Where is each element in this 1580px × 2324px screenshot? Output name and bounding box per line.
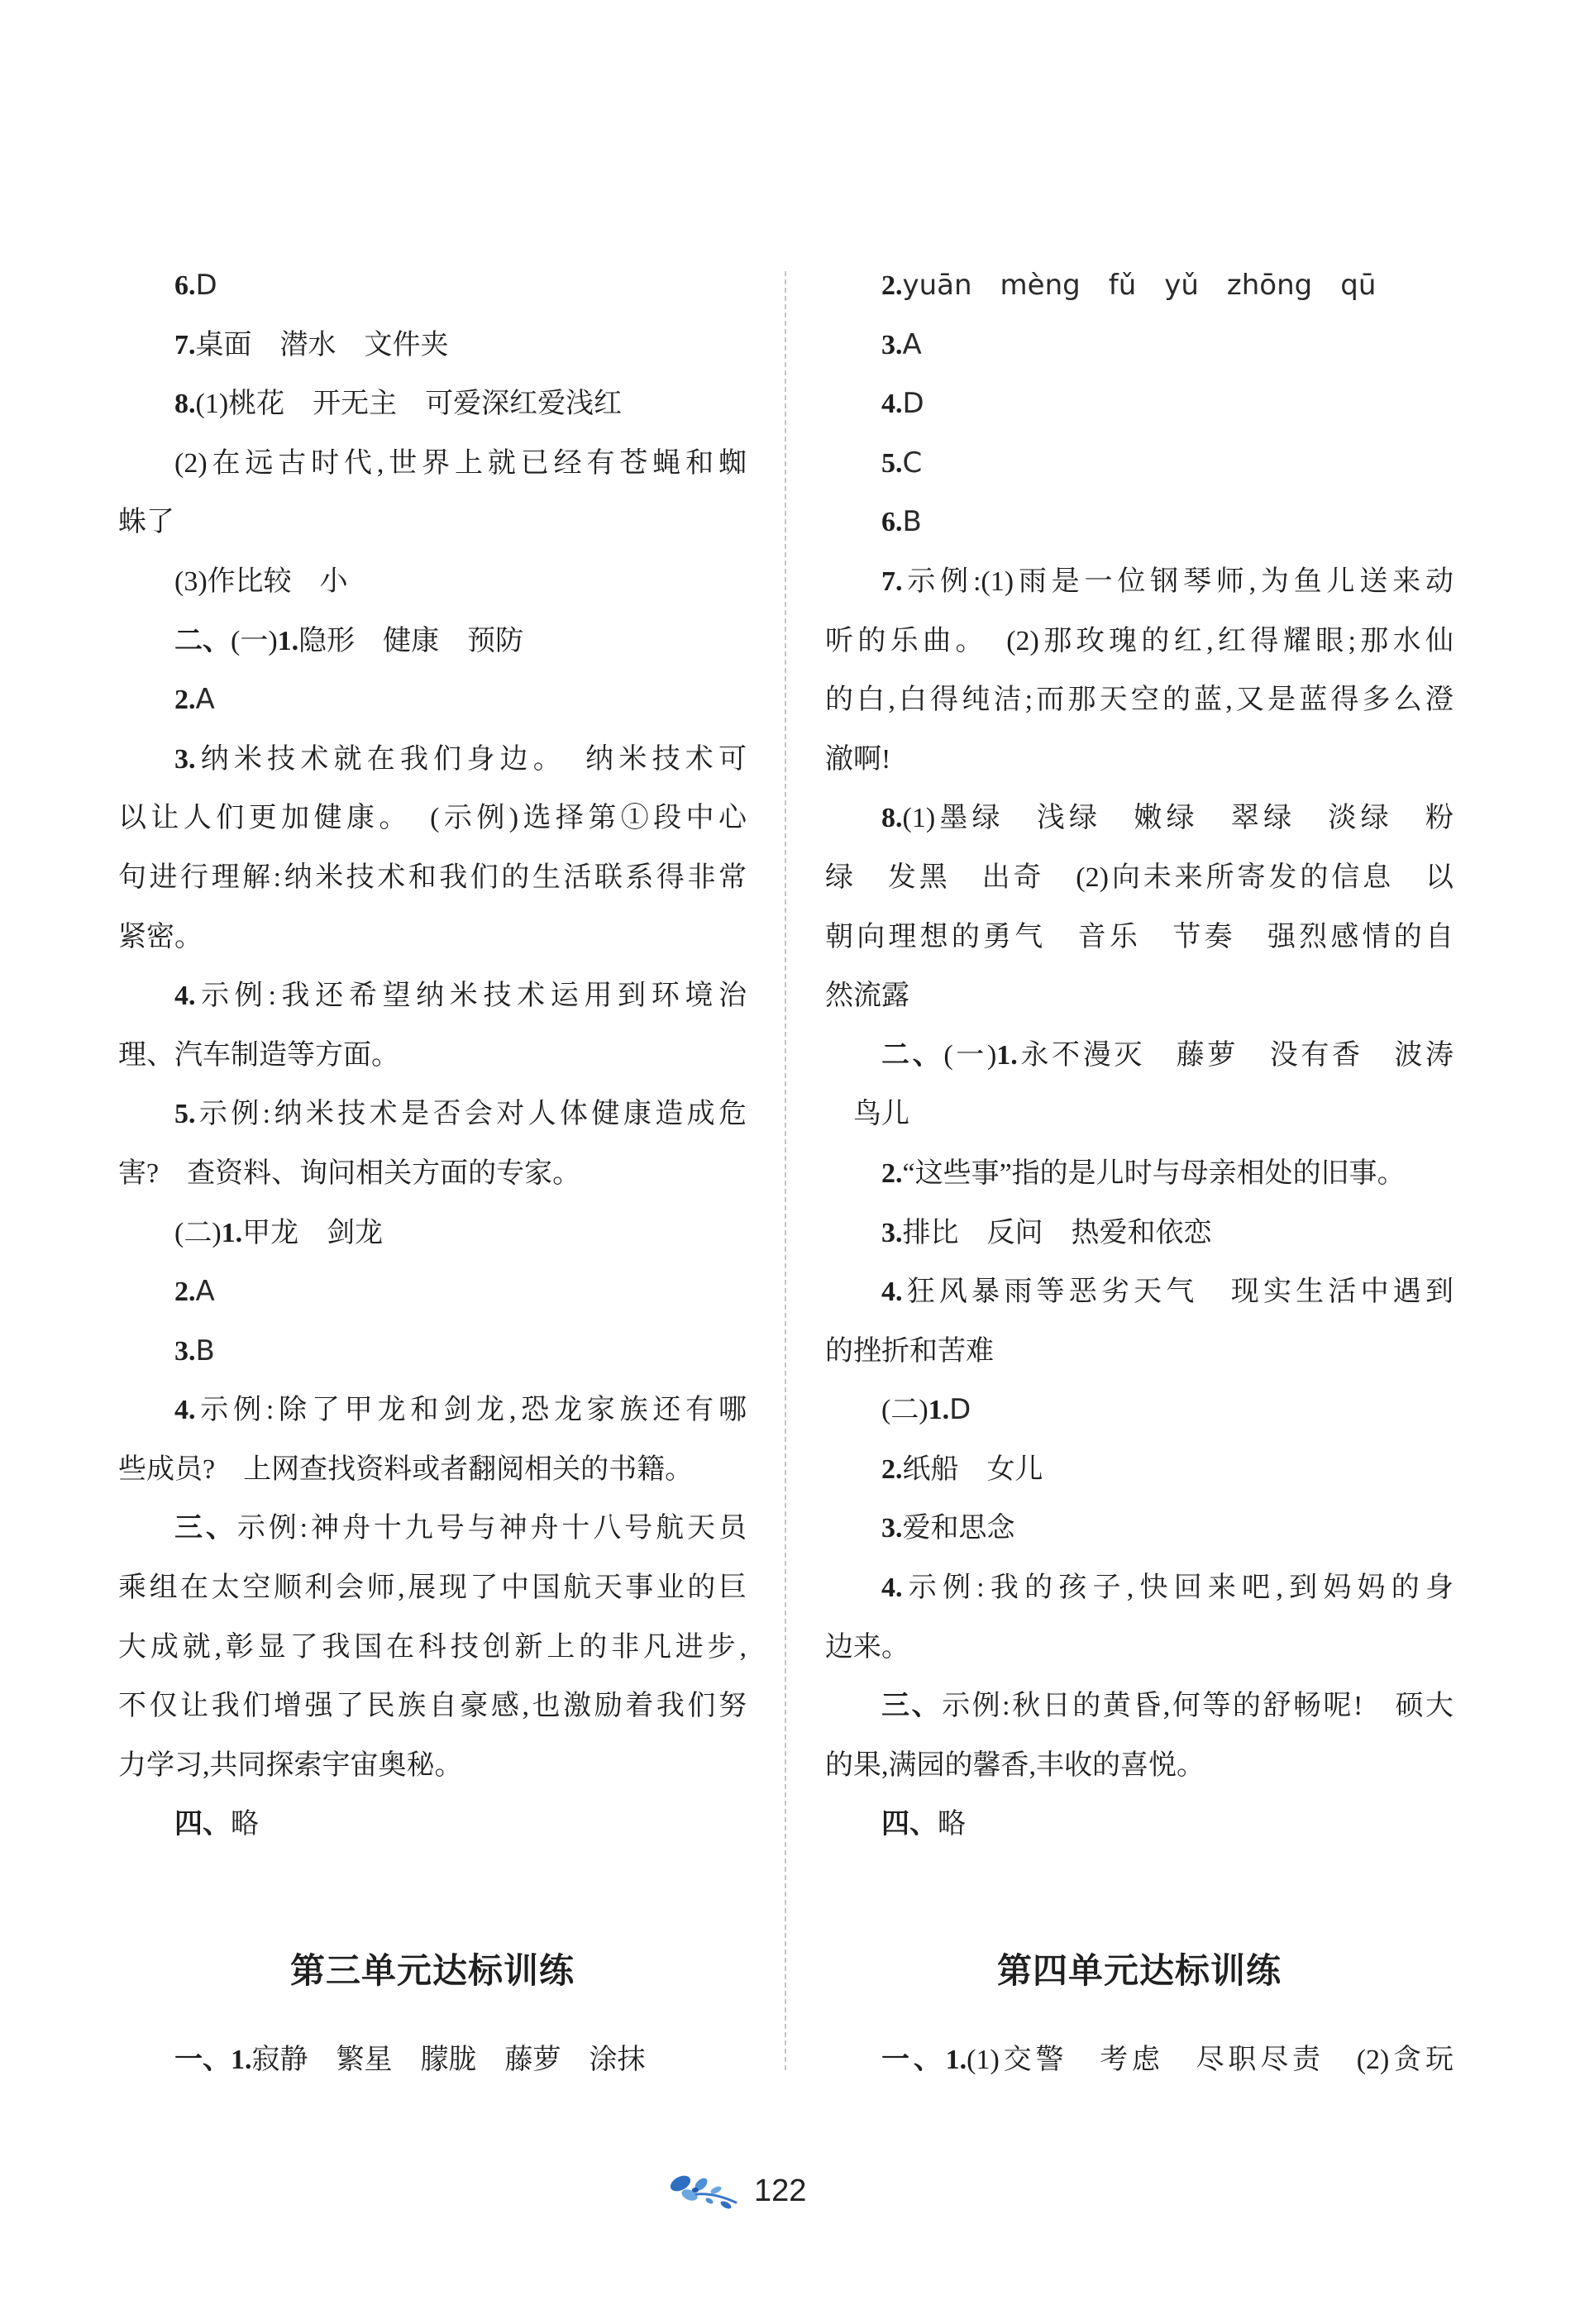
- answer-line: [825, 1204, 1454, 1263]
- answer-text: 示例:秋日的黄昏,何等的舒畅呢! 硕大: [942, 1691, 1454, 1722]
- answer-line: [825, 1262, 1454, 1322]
- answer-text: 纸船 女儿: [902, 1453, 1043, 1485]
- answer-line: [118, 1677, 747, 1736]
- answer-line: [825, 1558, 1454, 1618]
- answer-text: 排比 反问 热爱和依恋: [902, 1217, 1212, 1248]
- answer-line: [118, 1440, 747, 1500]
- answer-line: [825, 966, 1454, 1026]
- answer-line: [118, 1795, 747, 1854]
- subsection-number: (二): [881, 1395, 928, 1426]
- answer-line: [825, 1144, 1454, 1204]
- answer-text: 大成就,彰显了我国在科技创新上的非凡进步,: [118, 1631, 747, 1663]
- answer-text: 寂静 繁星 朦胧 藤萝 涂抹: [251, 2045, 646, 2075]
- answer-text: 示例:我的孩子,快回来吧,到妈妈的身: [902, 1572, 1454, 1604]
- answer-line: [825, 789, 1454, 848]
- question-number: 3.: [881, 1513, 903, 1544]
- answer-line: [825, 612, 1454, 671]
- answer-text: 乘组在太空顺利会师,展现了中国航天事业的巨: [118, 1572, 747, 1604]
- question-number: 3.: [174, 743, 196, 775]
- answer-text: 永不漫灭 藤萝 没有香 波涛: [1017, 1039, 1454, 1071]
- answer-text: 绿 发黑 出奇 (2)向未来所寄发的信息 以: [825, 861, 1454, 893]
- answer-text: 的挫折和苦难: [825, 1335, 994, 1367]
- answer-text: D: [195, 269, 217, 302]
- answer-line: [825, 1381, 1454, 1440]
- subsection-number: (一): [943, 1039, 997, 1071]
- question-number: 6.: [881, 507, 903, 538]
- answer-line: [825, 1026, 1454, 1086]
- subsection-number: (二): [174, 1217, 222, 1248]
- question-number: 7.: [174, 329, 196, 360]
- answer-text: A: [902, 327, 922, 361]
- answer-line: [825, 730, 1454, 790]
- question-number: 5.: [174, 1099, 196, 1130]
- question-number: 2.: [881, 270, 903, 301]
- answer-line: [825, 1677, 1454, 1736]
- question-number: 1.: [231, 2045, 252, 2075]
- flower-ornament-icon: [668, 2169, 741, 2212]
- question-number: 4.: [174, 1395, 196, 1426]
- answer-text: D: [949, 1393, 971, 1427]
- answer-line: [825, 434, 1454, 494]
- unit-heading: 第三单元达标训练: [289, 1953, 575, 1991]
- section-number: 一、: [174, 2045, 231, 2075]
- answer-line: [825, 670, 1454, 730]
- answer-text: 以让人们更加健康。 (示例)选择第①段中心: [118, 803, 747, 834]
- question-number: 1.: [221, 1217, 243, 1248]
- answer-line: [118, 670, 747, 730]
- right-column: [825, 256, 1454, 1854]
- question-number: 2.: [174, 685, 196, 716]
- pinyin-answer: yuān mèng fǔ yǔ zhōng qū: [902, 269, 1377, 302]
- section-number: 三、: [881, 1691, 943, 1722]
- answer-line: [118, 434, 747, 494]
- answer-text: 略: [938, 1809, 966, 1840]
- answer-line: [118, 493, 747, 552]
- answer-text: 边来。: [825, 1631, 909, 1663]
- answer-text: 害? 查资料、询问相关方面的专家。: [118, 1157, 581, 1189]
- page-number: 122: [754, 2174, 807, 2208]
- answer-text: 然流露: [825, 981, 909, 1012]
- section-number: 四、: [174, 1809, 231, 1840]
- answer-text: 澈啊!: [825, 743, 891, 775]
- answer-text: 的白,白得纯洁;而那天空的蓝,又是蓝得多么澄: [825, 685, 1454, 716]
- answer-line: [825, 908, 1454, 967]
- answer-line: [825, 1736, 1454, 1796]
- answer-text: 些成员? 上网查找资料或者翻阅相关的书籍。: [118, 1453, 694, 1485]
- answer-text: 不仅让我们增强了民族自豪感,也激励着我们努: [118, 1691, 747, 1722]
- answer-line: [825, 375, 1454, 434]
- answer-line: [118, 612, 747, 671]
- question-number: 4.: [881, 1572, 903, 1604]
- question-number: 7.: [881, 565, 903, 597]
- question-number: 1.: [996, 1039, 1018, 1071]
- answer-line: [118, 1026, 747, 1086]
- question-number: 6.: [174, 270, 196, 301]
- question-number: 2.: [881, 1453, 903, 1485]
- unit-heading: 第四单元达标训练: [996, 1953, 1282, 1991]
- answer-text: (3)作比较 小: [174, 565, 348, 597]
- question-number: 3.: [881, 1217, 903, 1248]
- answer-text: 纳米技术就在我们身边。 纳米技术可: [195, 743, 747, 775]
- answer-line: [118, 256, 747, 316]
- left-column: [118, 256, 747, 1854]
- question-number: 4.: [881, 1277, 903, 1308]
- answer-line: [825, 1795, 1454, 1854]
- answer-text: 朝向理想的勇气 音乐 节奏 强烈感情的自: [825, 921, 1454, 952]
- answer-text: 示例:纳米技术是否会对人体健康造成危: [195, 1099, 747, 1130]
- answer-line: [118, 1204, 747, 1263]
- answer-line: [118, 1499, 747, 1558]
- answer-text: B: [195, 1334, 215, 1367]
- answer-text: 鸟儿: [853, 1099, 909, 1130]
- section-number: 二、: [881, 1039, 944, 1071]
- subsection-number: (一): [231, 625, 278, 656]
- answer-text: 力学习,共同探索宇宙奥秘。: [118, 1749, 463, 1781]
- answer-line: [825, 256, 1454, 316]
- question-number: 1.: [928, 1395, 950, 1426]
- answer-text: 示例:我还希望纳米技术运用到环境治: [195, 981, 747, 1012]
- answer-line: [118, 1736, 747, 1796]
- answer-text: A: [195, 683, 215, 717]
- answer-line: [118, 1381, 747, 1440]
- answer-text: 理、汽车制造等方面。: [118, 1039, 399, 1071]
- answer-line: [118, 1144, 747, 1204]
- answer-text: 句进行理解:纳米技术和我们的生活联系得非常: [118, 861, 747, 893]
- section-number: 二、: [174, 625, 231, 656]
- answer-line: [118, 966, 747, 1026]
- answer-line: [118, 2031, 747, 2090]
- answer-line: [118, 1262, 747, 1322]
- answer-text: 桌面 潜水 文件夹: [195, 329, 449, 360]
- answer-text: 紧密。: [118, 921, 203, 952]
- answer-line: [118, 1322, 747, 1382]
- answer-text: 甲龙 剑龙: [242, 1217, 384, 1248]
- question-number: 8.: [881, 803, 903, 834]
- answer-line: [825, 2031, 1454, 2090]
- answer-text: (1)桃花 开无主 可爱深红爱浅红: [195, 389, 623, 420]
- answer-line: [825, 848, 1454, 908]
- answer-line: [118, 730, 747, 790]
- question-number: 8.: [174, 389, 196, 420]
- answer-line: [118, 848, 747, 908]
- answer-text: (1)墨绿 浅绿 嫩绿 翠绿 淡绿 粉: [902, 803, 1454, 834]
- answer-text: “这些事”指的是儿时与母亲相处的旧事。: [902, 1157, 1406, 1189]
- answer-text: B: [902, 505, 922, 539]
- question-number: 2.: [881, 1157, 903, 1189]
- answer-text: 爱和思念: [902, 1513, 1015, 1544]
- question-number: 1.: [945, 2045, 967, 2075]
- answer-text: 略: [231, 1809, 259, 1840]
- answer-line: [118, 1558, 747, 1618]
- answer-text: C: [902, 446, 923, 480]
- answer-text: D: [902, 387, 924, 421]
- answer-line: [825, 493, 1454, 552]
- answer-line: [118, 1618, 747, 1677]
- answer-text: 示例:除了甲龙和剑龙,恐龙家族还有哪: [195, 1395, 747, 1426]
- answer-text: 示例:(1)雨是一位钢琴师,为鱼儿送来动: [902, 565, 1454, 597]
- question-number: 3.: [881, 329, 903, 360]
- answer-text: A: [195, 1275, 215, 1309]
- answer-line: [825, 1499, 1454, 1558]
- section-number: 三、: [174, 1513, 237, 1544]
- question-number: 1.: [277, 625, 299, 656]
- answer-line: [118, 789, 747, 848]
- section-number: 一、: [881, 2045, 946, 2075]
- answer-text: 的果,满园的馨香,丰收的喜悦。: [825, 1749, 1205, 1781]
- question-number: 4.: [174, 981, 196, 1012]
- question-number: 5.: [881, 447, 903, 479]
- answer-text: 隐形 健康 预防: [298, 625, 524, 656]
- answer-line: [118, 1085, 747, 1144]
- answer-line: [825, 1322, 1454, 1382]
- answer-line: [825, 316, 1454, 375]
- answer-text: 示例:神舟十九号与神舟十八号航天员: [236, 1513, 747, 1544]
- answer-line: [118, 552, 747, 612]
- question-number: 2.: [174, 1277, 196, 1308]
- answer-line: [825, 552, 1454, 612]
- answer-text: 蛛了: [118, 507, 174, 538]
- answer-text: (1)交警 考虑 尽职尽责 (2)贪玩: [967, 2045, 1454, 2075]
- column-divider: [785, 271, 786, 2070]
- answer-line: [825, 1085, 1454, 1144]
- question-number: 4.: [881, 389, 903, 420]
- answer-text: 狂风暴雨等恶劣天气 现实生活中遇到: [902, 1277, 1454, 1308]
- answer-line: [118, 908, 747, 967]
- answer-line: [825, 1440, 1454, 1500]
- answer-text: 听的乐曲。 (2)那玫瑰的红,红得耀眼;那水仙: [825, 625, 1454, 656]
- section-number: 四、: [881, 1809, 938, 1840]
- answer-line: [825, 1618, 1454, 1677]
- question-number: 3.: [174, 1335, 196, 1367]
- answer-text: (2)在远古时代,世界上就已经有苍蝇和蜘: [174, 447, 747, 479]
- answer-line: [118, 316, 747, 375]
- answer-line: [118, 375, 747, 434]
